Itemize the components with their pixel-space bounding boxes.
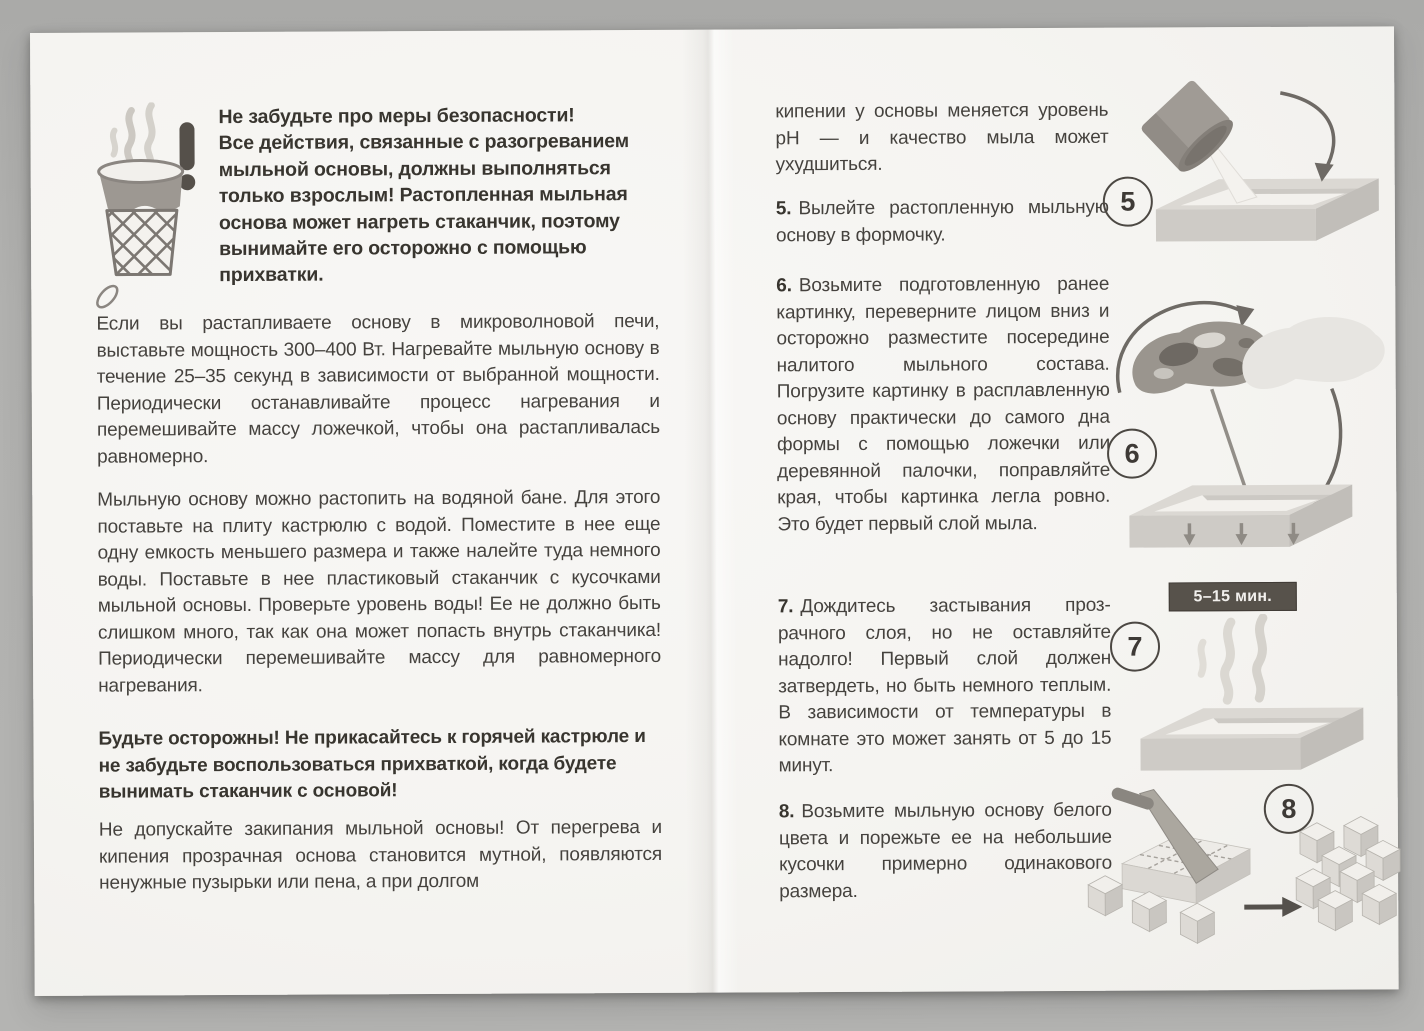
paragraph-no-boiling: Не допускайте закипания мыльной основы! От перегрева и кипения прозрачная основа становится мутной, появляются ненужные пузырьки или пена, а при долгом — [98, 816, 663, 894]
arrow-down-into-mold-icon — [1280, 93, 1334, 182]
steam-icon — [1201, 642, 1203, 674]
picture-flipped-light — [1242, 317, 1385, 389]
step-6-text: 6. Возьмите подготовленную ранее картинку, переверните лицом вниз и осторожно разместите посередине налитого мыльного состава. Погрузите картинку в расплавленную основу практически до самого дна формы с помощью ложечки или деревянной палочки, поправляйте края, чтобы картинка легла ровно. Это будет первый слой мыла. — [776, 273, 1111, 535]
step-5-marker: 5 — [1103, 177, 1153, 227]
continuation-text: кипении у основы меняется уровень pH — и качество мыла может ухудшиться. — [775, 99, 1109, 176]
steam-icon — [1256, 618, 1263, 698]
pour-melted-soap-into-mold-icon — [1130, 76, 1391, 262]
booklet-spread — [30, 26, 1399, 996]
soap-cube — [1180, 903, 1214, 943]
step-7-number: 7. — [777, 596, 794, 618]
paragraph-microwave: Если вы растапливаете основу в микроволновой печи, выставьте мощность 300–400 Вт. Нагревайте мыльную основу в течение 25–35 секунд в зависимости от выбранной мощности. Периодически останавливайте процесс нагревания и перемешивайте массу ложечкой, чтобы она растапливалась равномерно. — [96, 310, 660, 468]
step-8-marker: 8 — [1264, 784, 1314, 834]
paragraph-caution: Будьте осторожны! Не прикасайтесь к горячей кастрюле и не забудьте воспользоваться прихваткой, когда будете вынимать стаканчик с основой! — [98, 725, 646, 803]
mold-tray — [1140, 707, 1363, 770]
soap-cube — [1088, 876, 1122, 916]
step-8-text: 8. Возьмите мыльную основу белого цвета и порежьте ее на небольшие кусочки примерно одинакового размера. — [778, 799, 1113, 902]
right-page — [30, 26, 1399, 996]
safety-body: Все действия, связанные с разогреванием мыльной основы, должны выполняться только взрослым! Растопленная мыльная основа может нагреть стаканчик, поэтому вынимайте его осторожно с помощью прихватки. — [218, 130, 630, 287]
mold-tray — [1156, 178, 1379, 241]
soap-cube — [1132, 891, 1166, 931]
paragraph-water-bath: Мыльную основу можно растопить на водяной бане. Для этого поставьте на плиту кастрюлю с водой. Поместите в нее еще одну емкость меньшего размера и также налейте туда немного воды. Поставьте в нее пластиковый стаканчик с кусочками мыльной основы. Проверьте уровень воды! Ее не должно быть слишком много, так как она может попасть внутрь стаканчика! Периодически перемешивайте массу для равномерного нагревания. — [97, 486, 662, 697]
timer-badge: 5–15 мин. — [1169, 582, 1297, 612]
step-5-text: 5. Вылейте растопленную мыльную основу в формочку. — [775, 196, 1109, 246]
arrow-right-icon — [1244, 897, 1302, 917]
cut-cubes-pile — [1296, 816, 1401, 931]
step-5-number: 5. — [775, 198, 792, 220]
wait-layer-to-set-steaming-mold-icon — [1103, 613, 1394, 774]
step-8-number: 8. — [778, 801, 795, 823]
flip-picture-face-down-into-mold-icon — [1093, 276, 1394, 567]
step-6-marker: 6 — [1107, 428, 1157, 478]
steam-icon — [1224, 622, 1231, 700]
step-7-marker: 7 — [1110, 621, 1160, 671]
step-6-number: 6. — [776, 275, 792, 297]
step-7-text: 7. Дождитесь застывания прозрачного слоя, но не оставляйте надолго! Первый слой должен затвердеть, но быть немного теплым. В зависимости от температуры в комнате это может занять от 5 до 15 минут. — [777, 594, 1112, 777]
cut-white-soap-into-cubes-icon — [1082, 784, 1403, 961]
safety-title: Не забудьте про меры безопасности! — [218, 104, 575, 129]
